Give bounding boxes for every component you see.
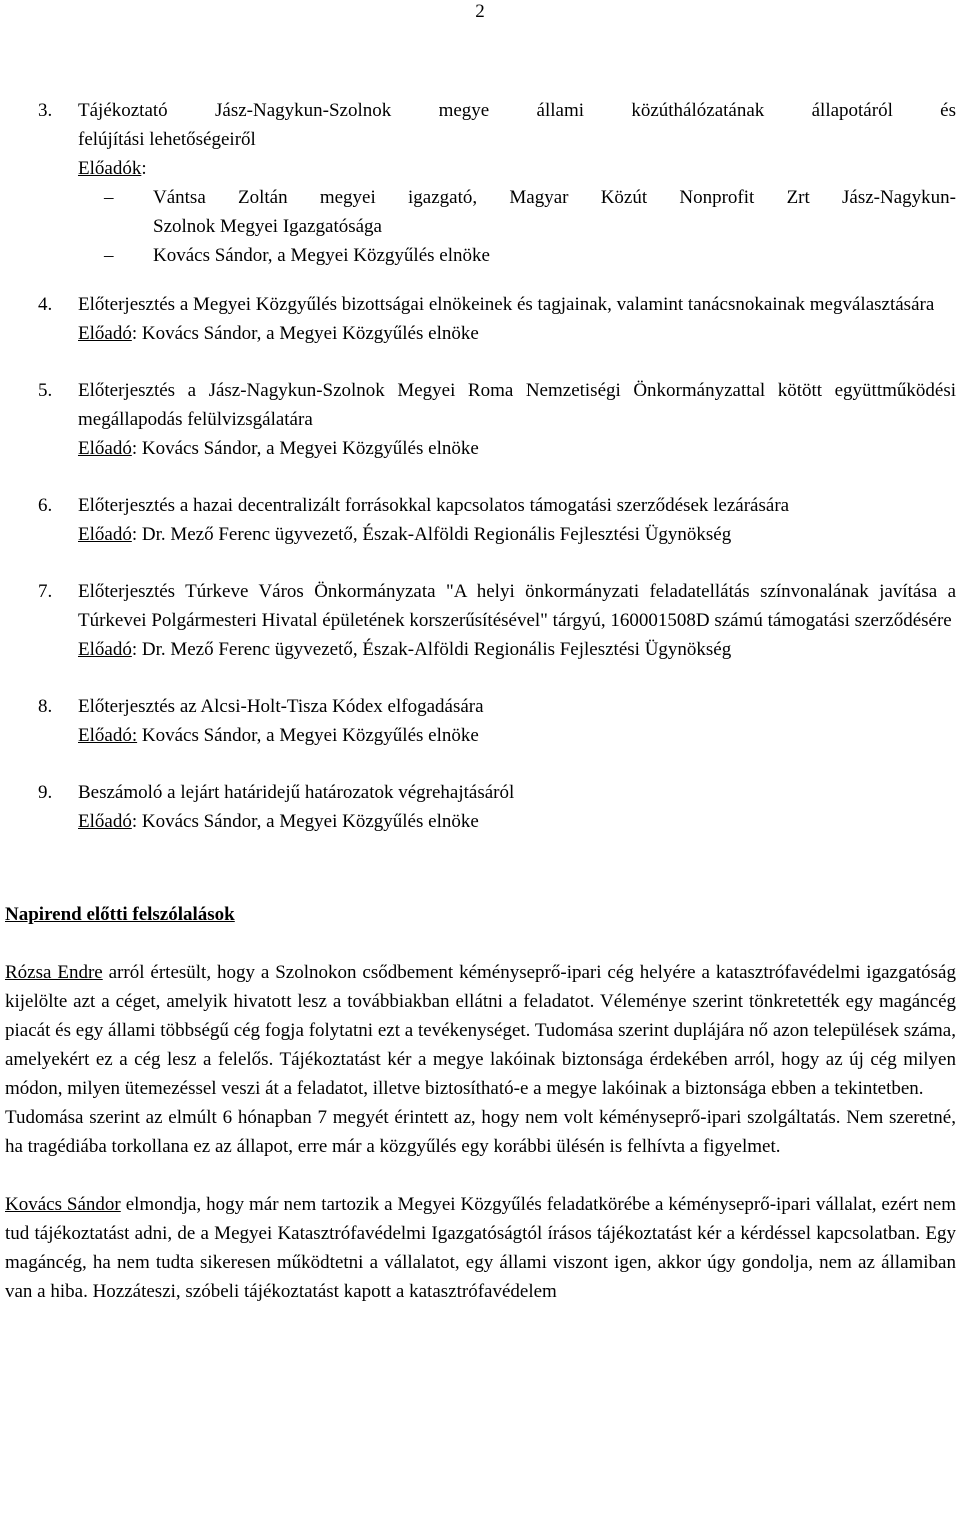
agenda-item-number: 6. <box>38 495 53 516</box>
agenda-item-4 <box>0 290 960 348</box>
presenter-label: Előadó <box>78 323 132 344</box>
agenda-item-9 <box>0 778 960 836</box>
document-body <box>0 96 960 1306</box>
dash-bullet-icon: – <box>104 187 114 208</box>
speaker-name: Kovács Sándor <box>5 1194 121 1215</box>
agenda-item-number: 4. <box>38 294 53 315</box>
presenter-list <box>78 183 956 270</box>
presenter-text: Kovács Sándor, a Megyei Közgyűlés elnöke <box>153 245 490 266</box>
agenda-item-number: 5. <box>38 380 53 401</box>
agenda-item-title: Beszámoló a lejárt határidejű határozatok végrehajtásáról <box>78 782 515 803</box>
agenda-item-7 <box>0 577 960 664</box>
agenda-item-number: 7. <box>38 581 53 602</box>
presenters-colon: : <box>141 158 147 179</box>
presenter-label: Előadó <box>78 639 132 660</box>
presenter-name: : Kovács Sándor, a Megyei Közgyűlés elnöke <box>131 811 479 832</box>
page-number: 2 <box>475 1 485 22</box>
agenda-item-title: Előterjesztés a Megyei Közgyűlés bizottságai elnökeinek és tagjainak, valamint tanácsnokainak megválasztására <box>78 294 935 315</box>
speech-text: elmondja, hogy már nem tartozik a Megyei Közgyűlés feladatkörébe a kéményseprő-ipari vállalat, ezért nem tud tájékoztatást adni, de a Megyei Katasztrófavédelmi Igazgatóságtól írásos tájékoztatást kér a kérdéssel kapcsolatban. Egy magáncég, ha nem tudta sikeresen működtetni a vállalatot, egy állami viszont igen, akkor úgy gondolja, nem az államiban van a hiba. Hozzáteszi, szóbeli tájékoztatást kapott a katasztrófavédelem <box>5 1194 956 1302</box>
agenda-item-8 <box>0 692 960 750</box>
presenter-name: : Dr. Mező Ferenc ügyvezető, Észak-Alföldi Regionális Fejlesztési Ügynökség <box>131 524 732 545</box>
agenda-item-number: 3. <box>38 100 53 121</box>
section-title: Napirend előtti felszólalások <box>5 904 235 925</box>
presenter-name: : Kovács Sándor, a Megyei Közgyűlés elnöke <box>131 323 479 344</box>
dash-bullet-icon: – <box>104 245 114 266</box>
speaker-name: Rózsa Endre <box>5 962 103 983</box>
agenda-item-presenter <box>78 635 956 664</box>
agenda-item-presenter <box>78 434 956 463</box>
presenter-label: Előadó <box>78 524 132 545</box>
agenda-list <box>0 96 960 836</box>
presenter-text: Vántsa Zoltán megyei igazgató, Magyar Közút Nonprofit Zrt Jász-Nagykun- <box>153 187 956 208</box>
presenter-item <box>78 183 956 241</box>
agenda-item-presenter <box>78 520 956 549</box>
presenter-label: Előadó <box>78 438 132 459</box>
presenters-label: Előadók <box>78 158 142 179</box>
agenda-item-presenter <box>78 721 956 750</box>
presenters-heading <box>78 154 956 183</box>
presenter-name: Kovács Sándor, a Megyei Közgyűlés elnöke <box>137 725 479 746</box>
speech-paragraph-kovacs <box>0 1190 960 1306</box>
speech-paragraph-continued <box>0 1103 960 1161</box>
agenda-item-title-cont: felújítási lehetőségeiről <box>78 129 256 150</box>
speech-text: Tudomása szerint az elmúlt 6 hónapban 7 megyét érintett az, hogy nem volt kéményseprő-ipari szolgáltatás. Nem szeretné, ha tragédiába torkollana ez az állapot, erre már a közgyűlés egy korábbi ülésén is felhívta a figyelmet. <box>5 1107 956 1157</box>
presenter-name: : Dr. Mező Ferenc ügyvezető, Észak-Alföldi Regionális Fejlesztési Ügynökség <box>131 639 732 660</box>
agenda-item-presenter <box>78 807 956 836</box>
agenda-item-presenter <box>78 319 956 348</box>
agenda-item-6 <box>0 491 960 549</box>
agenda-item-5 <box>0 376 960 463</box>
agenda-item-title: Előterjesztés az Alcsi-Holt-Tisza Kódex elfogadására <box>78 696 484 717</box>
agenda-item-title: Előterjesztés a hazai decentralizált forrásokkal kapcsolatos támogatási szerződések lezárására <box>78 495 790 516</box>
agenda-item-number: 9. <box>38 782 53 803</box>
agenda-item-title: Előterjesztés a Jász-Nagykun-Szolnok Megyei Roma Nemzetiségi Önkormányzattal kötött együttműködési megállapodás felülvizsgálatára <box>78 380 956 430</box>
agenda-item-title: Tájékoztató Jász-Nagykun-Szolnok megye állami közúthálózatának állapotáról és <box>78 100 956 121</box>
speech-text: arról értesült, hogy a Szolnokon csődbement kéményseprő-ipari cég helyére a katasztrófavédelmi igazgatóság kijelölte azt a céget, amelyik hivatott lesz a továbbiakban ellátni a feladatot. Véleménye szerint tönkretették egy magáncég piacát és egy állami többségű cég fogja folytatni ezt a tevékenységet. Tudomása szerint duplájára nő azon települések száma, amelyekért ez a cég lesz a felelős. Tájékoztatást kér a megye lakóinak biztonsága érdekében arról, hogy az új cég milyen módon, milyen ütemezéssel veszi át a feladatot, illetve biztosítható-e a megye lakóinak a biztonsága ebben a tekintetben. <box>5 962 956 1099</box>
presenter-label: Előadó <box>78 811 132 832</box>
presenter-label: Előadó: <box>78 725 138 746</box>
presenter-item <box>78 241 956 270</box>
agenda-item-title: Előterjesztés Túrkeve Város Önkormányzata "A helyi önkormányzati feladatellátás színvonalának javítása a Túrkevei Polgármesteri Hivatal épületének korszerűsítésével" tárgyú, 160001508D számú támogatási szerződésére <box>78 581 956 631</box>
presenter-text-cont: Szolnok Megyei Igazgatósága <box>153 216 382 237</box>
presenter-name: : Kovács Sándor, a Megyei Közgyűlés elnöke <box>131 438 479 459</box>
agenda-item-number: 8. <box>38 696 53 717</box>
agenda-item-3 <box>0 96 960 270</box>
speech-paragraph-rozsa <box>0 958 960 1103</box>
